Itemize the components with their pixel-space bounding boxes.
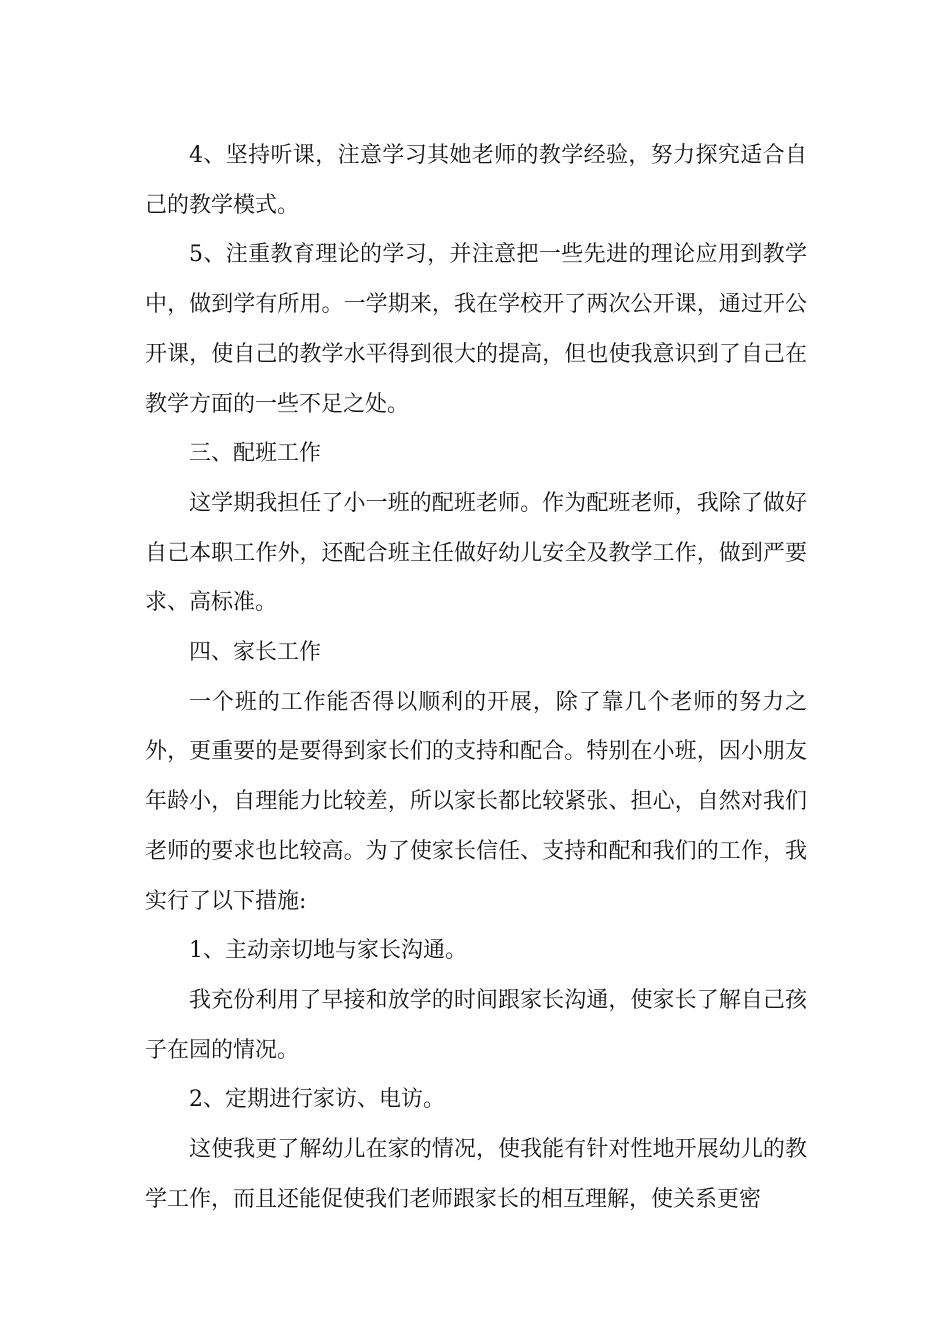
paragraph-measure-1: 1、主动亲切地与家长沟通。 [189, 938, 467, 964]
paragraph-home-visits: 这使我更了解幼儿在家的情况，使我能有针对性地开展幼儿的教学工作，而且还能促使我们老师跟家长的相互理解，使关系更密 [145, 1137, 807, 1212]
paragraph-parent-work: 一个班的工作能否得以顺利的开展，除了靠几个老师的努力之外，更重要的是要得到家长们的支持和配合。特别在小班，因小朋友年龄小，自理能力比较差，所以家长都比较紧张、担心，自然对我们老师的要求也比较高。为了使家长信任、支持和配和我们的工作，我实行了以下措施: [145, 689, 807, 914]
paragraph-measure-2: 2、定期进行家访、电访。 [189, 1087, 445, 1113]
document-body [145, 131, 807, 1224]
paragraph-communication: 我充份利用了早接和放学的时间跟家长沟通，使家长了解自己孩子在园的情况。 [145, 987, 807, 1063]
paragraph-listen-class: 4、坚持听课，注意学习其她老师的教学经验，努力探究适合自己的教学模式。 [145, 143, 807, 218]
paragraph-class-assistant: 这学期我担任了小一班的配班老师。作为配班老师，我除了做好自己本职工作外，还配合班主任做好幼儿安全及教学工作，做到严要求、高标准。 [145, 490, 807, 616]
section-heading-parent-work: 四、家长工作 [189, 640, 322, 666]
paragraph-education-theory: 5、注重教育理论的学习，并注意把一些先进的理论应用到教学中，做到学有所用。一学期来，我在学校开了两次公开课，通过开公开课，使自己的教学水平得到很大的提高，但也使我意识到了自己在教学方面的一些不足之处。 [145, 242, 807, 417]
section-heading-class-assistant: 三、配班工作 [189, 441, 322, 467]
